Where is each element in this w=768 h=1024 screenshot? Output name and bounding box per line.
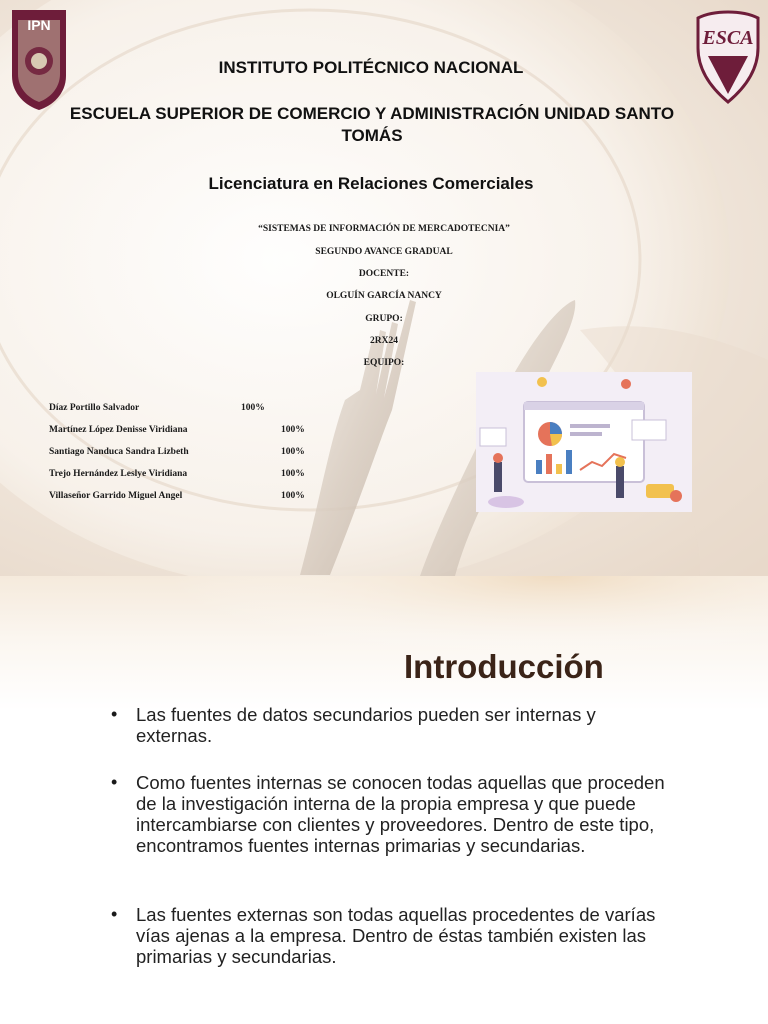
institute-title: INSTITUTO POLITÉCNICO NACIONAL: [218, 58, 524, 77]
group-value: 2RX24: [370, 336, 398, 346]
school-title: ESCUELA SUPERIOR DE COMERCIO Y ADMINISTRACIÓN UNIDAD SANTO TOMÁS: [69, 104, 675, 145]
esca-logo: [694, 8, 762, 104]
svg-text:ESCA: ESCA: [702, 27, 754, 49]
team-member-pct: 100%: [281, 469, 305, 479]
team-member-name: Villaseñor Garrido Miguel Angel: [49, 491, 183, 501]
bullet-marker: •: [111, 704, 118, 724]
team-member-name: Díaz Portillo Salvador: [49, 403, 140, 413]
team-label: EQUIPO:: [363, 358, 405, 368]
team-member-name: Martínez López Denisse Viridiana: [49, 425, 188, 435]
team-member-pct: 100%: [281, 491, 305, 501]
degree-title: Licenciatura en Relaciones Comerciales: [208, 174, 534, 193]
intro-slide: [0, 576, 768, 1024]
teacher-name: OLGUÍN GARCÍA NANCY: [326, 291, 442, 301]
intro-title: Introducción: [404, 648, 604, 685]
bullet-marker: •: [111, 904, 118, 924]
group-label: GRUPO:: [365, 314, 403, 324]
marketing-dashboard-illustration: [476, 372, 692, 512]
team-member-pct: 100%: [281, 447, 305, 457]
teacher-label: DOCENTE:: [358, 269, 410, 279]
bullet-text: Las fuentes externas son todas aquellas procedentes de varías vías ajenas a la empresa. Dentro de éstas también existen las primarias y secundarias.: [136, 904, 656, 967]
bullet-text: Las fuentes de datos secundarios pueden ser internas y externas.: [136, 704, 596, 746]
subject-title: “SISTEMAS DE INFORMACIÓN DE MERCADOTECNIA”: [258, 224, 510, 234]
bullet-marker: •: [111, 772, 118, 792]
team-member-name: Trejo Hernández Leslye Viridiana: [49, 469, 188, 479]
team-member-pct: 100%: [241, 403, 265, 413]
svg-text:IPN: IPN: [27, 17, 51, 33]
team-member-pct: 100%: [281, 425, 305, 435]
bullet-text: Como fuentes internas se conocen todas aquellas que proceden de la investigación interna de la propia empresa y que puede intercambiarse con clientes y proveedores. Dentro de este tipo, encontramos fuentes internas primarias y secundarias.: [136, 772, 665, 856]
advance-label: SEGUNDO AVANCE GRADUAL: [315, 247, 453, 257]
team-member-name: Santiago Nanduca Sandra Lizbeth: [49, 447, 189, 457]
